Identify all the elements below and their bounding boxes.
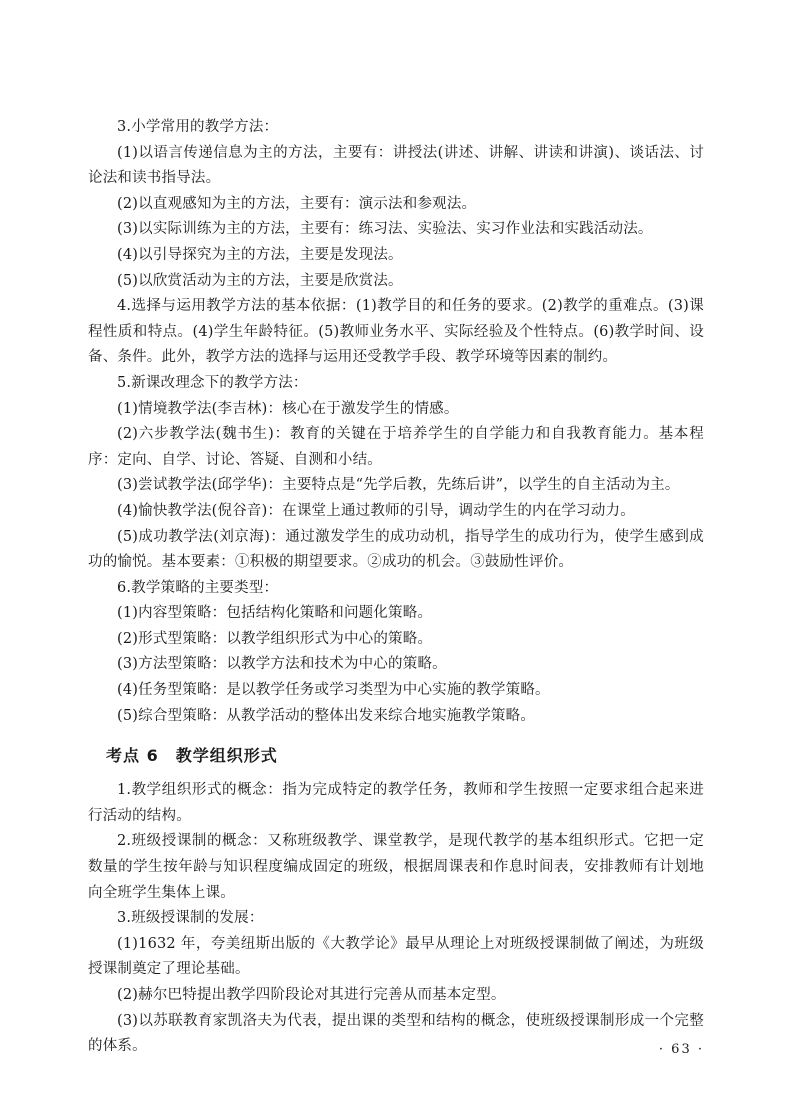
paragraph: (2)以直观感知为主的方法，主要有：演示法和参观法。 <box>117 195 477 212</box>
paragraph: (1)情境教学法(李吉林)：核心在于激发学生的情感。 <box>117 400 459 417</box>
paragraph: 3.班级授课制的发展： <box>117 910 264 927</box>
paragraph: (4)愉快教学法(倪谷音)：在课堂上通过教师的引导，调动学生的内在学习动力。 <box>117 502 635 519</box>
paragraph: (5)成功教学法(刘京海)：通过激发学生的成功动机，指导学生的成功行为，使学生感到成功的愉悦。基本要素：①积极的期望要求。②成功的机会。③鼓励性评价。 <box>88 528 704 571</box>
paragraph: 3.小学常用的教学方法： <box>117 119 279 135</box>
section-teaching-organization <box>88 778 704 1060</box>
paragraph: (4)以引导探究为主的方法，主要是发现法。 <box>117 246 403 263</box>
section-teaching-methods <box>88 115 704 729</box>
paragraph: 5.新课改理念下的教学方法： <box>117 374 308 391</box>
paragraph: (5)以欣赏活动为主的方法，主要是欣赏法。 <box>117 272 403 289</box>
paragraph: (2)六步教学法(魏书生)：教育的关键在于培养学生的自学能力和自我教育能力。基本程序：定向、自学、讨论、答疑、自测和小结。 <box>88 426 704 468</box>
paragraph: (1)1632 年，夸美纽斯出版的《大教学论》最早从理论上对班级授课制做了阐述，为班级授课制奠定了理论基础。 <box>88 935 704 978</box>
paragraph: (2)赫尔巴特提出教学四阶段论对其进行完善从而基本定型。 <box>117 987 506 1003</box>
paragraph: (3)以实际训练为主的方法，主要有：练习法、实验法、实习作业法和实践活动法。 <box>117 221 653 238</box>
paragraph: (3)尝试教学法(邱学华)：主要特点是“先学后教，先练后讲”，以学生的自主活动为主。 <box>117 477 680 494</box>
paragraph: (1)以语言传递信息为主的方法，主要有：讲授法(讲述、讲解、讲读和讲演)、谈话法、讨论法和读书指导法。 <box>88 144 704 187</box>
section-heading: 考点 6 教学组织形式 <box>106 746 278 766</box>
paragraph: (3)以苏联教育家凯洛夫为代表，提出课的类型和结构的概念，使班级授课制形成一个完整的体系。 <box>88 1012 704 1055</box>
page-number: · 63 · <box>658 1042 704 1057</box>
paragraph: 4.选择与运用教学方法的基本依据：(1)教学目的和任务的要求。(2)教学的重难点。(3)课程性质和特点。(4)学生年龄特征。(5)教师业务水平、实际经验及个性特点。(6)教学时间、设备、条件。此外，教学方法的选择与运用还受教学手段、教学环境等因素的制约。 <box>88 298 704 366</box>
paragraph: (2)形式型策略：以教学组织形式为中心的策略。 <box>117 630 433 647</box>
paragraph: 2.班级授课制的概念：又称班级教学、课堂教学，是现代教学的基本组织形式。它把一定数量的学生按年龄与知识程度编成固定的班级，根据周课表和作息时间表，安排教师有计划地向全班学生集体上课。 <box>88 833 704 901</box>
paragraph: (3)方法型策略：以教学方法和技术为中心的策略。 <box>117 656 447 673</box>
paragraph: 1.教学组织形式的概念：指为完成特定的教学任务，教师和学生按照一定要求组合起来进行活动的结构。 <box>88 782 704 824</box>
paragraph: (4)任务型策略：是以教学任务或学习类型为中心实施的教学策略。 <box>117 682 550 699</box>
paragraph: 6.教学策略的主要类型： <box>117 579 279 596</box>
paragraph: (5)综合型策略：从教学活动的整体出发来综合地实施教学策略。 <box>117 707 536 724</box>
paragraph: (1)内容型策略：包括结构化策略和问题化策略。 <box>117 605 433 622</box>
